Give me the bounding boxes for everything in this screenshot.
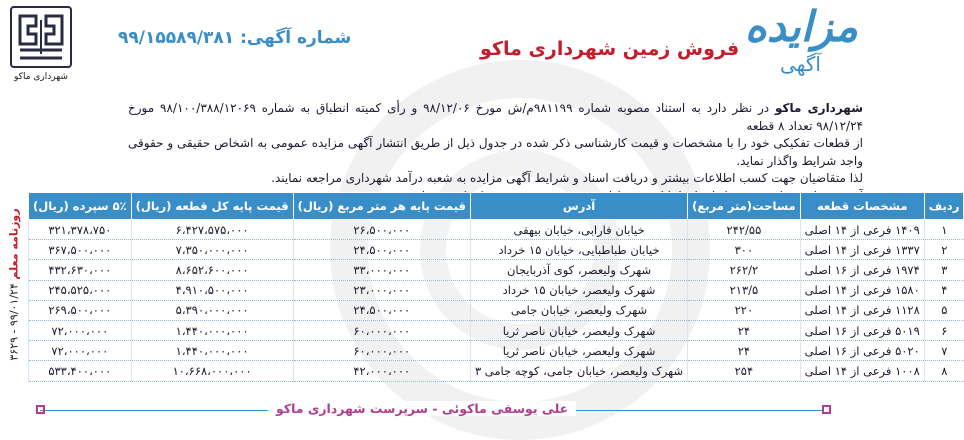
cell-deposit: ۳۶۷،۵۰۰،۰۰۰ [29, 240, 132, 260]
cell-price-per-m2: ۶۰،۰۰۰،۰۰۰ [293, 341, 470, 361]
col-header-total-price: قیمت پایه کل قطعه (ریال) [131, 193, 293, 220]
footer-square-left-icon [36, 405, 45, 414]
cell-address: خیابان طباطبایی، خیابان ۱۵ خرداد [470, 240, 687, 260]
cell-price-per-m2: ۳۳،۰۰۰،۰۰۰ [293, 260, 470, 280]
cell-deposit: ۴۳۲،۶۳۰،۰۰۰ [29, 260, 132, 280]
side-publication-strip [2, 188, 24, 388]
cell-total-price: ۱،۴۴۰،۰۰۰،۰۰۰ [131, 320, 293, 340]
cell-address: شهرک ولیعصر، خیابان ناصر ثریا [470, 320, 687, 340]
cell-price-per-m2: ۲۳،۰۰۰،۰۰۰ [293, 280, 470, 300]
cell-total-price: ۴،۹۱۰،۵۰۰،۰۰۰ [131, 280, 293, 300]
cell-row-no: ۲ [924, 240, 964, 260]
cell-area: ۳۰۰ [688, 240, 801, 260]
cell-address: خیابان فارابی، خیابان بیهقی [470, 220, 687, 240]
cell-price-per-m2: ۲۴،۵۰۰،۰۰۰ [293, 300, 470, 320]
publication-issue: ۹۹/۰۱/۲۴ - ۳۶۲۹ [7, 283, 21, 361]
cell-row-no: ۶ [924, 320, 964, 340]
col-header-deposit: ۵٪ سپرده (ریال) [29, 193, 132, 220]
table-row [29, 280, 964, 300]
publication-name: روزنامه معلم [7, 208, 21, 280]
cell-area: ۲۴ [688, 341, 801, 361]
cell-total-price: ۶،۴۲۷،۵۷۵،۰۰۰ [131, 220, 293, 240]
col-header-price-per-m2: قیمت پایه هر متر مربع (ریال) [293, 193, 470, 220]
intro-line-2: از قطعات تفکیکی خود را با مشخصات و قیمت کارشناسی ذکر شده در جدول ذیل از طریق انتشار آگهی مزایده عمومی به اشخاص حقیقی و حقوقی واجد شرایط واگذار نماید. [128, 136, 863, 168]
municipality-logo [10, 6, 72, 68]
cell-lot-spec: ۱۹۷۴ فرعی از ۱۶ اصلی [800, 260, 924, 280]
page-title: فروش زمین شهرداری ماکو [480, 38, 740, 60]
col-header-lot-spec: مشخصات قطعه [800, 193, 924, 220]
cell-lot-spec: ۱۴۰۹ فرعی از ۱۴ اصلی [800, 220, 924, 240]
table-row [29, 320, 964, 340]
intro-line-1 [128, 100, 863, 135]
intro-line-1-text: در نظر دارد به استناد مصوبه شماره ۹۸۱۱۹۹م/ش مورخ ۹۸/۱۲/۰۶ و رأی کمیته انطباق به شماره ۹۸/۱۰۰/۳۸۸/۱۲۰۶۹ مورخ ۹۸/۱۲/۲۴ تعداد ۸ قطعه [128, 101, 863, 133]
intro-line-3: لذا متقاضیان جهت کسب اطلاعات بیشتر و دریافت اسناد و شرایط آگهی مزایده به شعبه درآمد شهرداری مراجعه نمایند. [271, 171, 863, 185]
cell-row-no: ۸ [924, 361, 964, 381]
cell-row-no: ۷ [924, 341, 964, 361]
table-row [29, 220, 964, 240]
brand-main: مزایده [744, 2, 858, 51]
table-header-row [29, 193, 964, 220]
cell-area: ۲۱۳/۵ [688, 280, 801, 300]
cell-row-no: ۴ [924, 280, 964, 300]
cell-area: ۲۶۲/۲ [688, 260, 801, 280]
cell-area: ۲۴۲/۵۵ [688, 220, 801, 240]
table-row [29, 361, 964, 381]
footer-square-right-icon [822, 405, 831, 414]
col-header-row-no: ردیف [924, 193, 964, 220]
side-publication-text [8, 185, 21, 385]
cell-deposit: ۲۶۹،۵۰۰،۰۰۰ [29, 300, 132, 320]
lots-table [28, 192, 964, 382]
table-row [29, 300, 964, 320]
cell-price-per-m2: ۲۴،۵۰۰،۰۰۰ [293, 240, 470, 260]
cell-address: شهرک ولیعصر، خیابان ناصر ثریا [470, 341, 687, 361]
cell-total-price: ۱،۴۴۰،۰۰۰،۰۰۰ [131, 341, 293, 361]
cell-deposit: ۷۲،۰۰۰،۰۰۰ [29, 341, 132, 361]
cell-row-no: ۵ [924, 300, 964, 320]
cell-deposit: ۵۳۳،۴۰۰،۰۰۰ [29, 361, 132, 381]
col-header-address: آدرس [470, 193, 687, 220]
cell-price-per-m2: ۲۶،۵۰۰،۰۰۰ [293, 220, 470, 240]
cell-address: شهرک ولیعصر، خیابان جامی [470, 300, 687, 320]
brand-sub: آگهی [780, 52, 821, 76]
cell-total-price: ۷،۳۵۰،۰۰۰،۰۰۰ [131, 240, 293, 260]
intro-paragraph [128, 100, 863, 205]
table-row [29, 240, 964, 260]
cell-price-per-m2: ۶۰،۰۰۰،۰۰۰ [293, 320, 470, 340]
cell-deposit: ۳۲۱،۳۷۸،۷۵۰ [29, 220, 132, 240]
cell-total-price: ۸،۶۵۲،۶۰۰،۰۰۰ [131, 260, 293, 280]
signature: علی یوسفی ماکوئی - سرپرست شهرداری ماکو [268, 401, 576, 416]
ad-number: شماره آگهی: ۹۹/۱۵۵۸۹/۳۸۱ [118, 28, 352, 48]
cell-lot-spec: ۱۱۲۸ فرعی از ۱۴ اصلی [800, 300, 924, 320]
cell-lot-spec: ۱۳۳۷ فرعی از ۱۴ اصلی [800, 240, 924, 260]
cell-lot-spec: ۵۰۱۹ فرعی از ۱۶ اصلی [800, 320, 924, 340]
cell-total-price: ۱۰،۶۶۸،۰۰۰،۰۰۰ [131, 361, 293, 381]
cell-deposit: ۲۴۵،۵۲۵،۰۰۰ [29, 280, 132, 300]
cell-total-price: ۵،۳۹۰،۰۰۰،۰۰۰ [131, 300, 293, 320]
logo-caption: شهرداری ماکو [14, 72, 68, 82]
cell-address: شهرک ولیعصر، کوی آذربایجان [470, 260, 687, 280]
col-header-area: مساحت(متر مربع) [688, 193, 801, 220]
cell-price-per-m2: ۴۲،۰۰۰،۰۰۰ [293, 361, 470, 381]
cell-deposit: ۷۲،۰۰۰،۰۰۰ [29, 320, 132, 340]
cell-address: شهرک ولیعصر، خیابان جامی، کوچه جامی ۳ [470, 361, 687, 381]
cell-row-no: ۱ [924, 220, 964, 240]
cell-lot-spec: ۵۰۲۰ فرعی از ۱۶ اصلی [800, 341, 924, 361]
cell-area: ۲۴ [688, 320, 801, 340]
brand-block [728, 2, 868, 82]
cell-area: ۲۲۰ [688, 300, 801, 320]
cell-address: شهرک ولیعصر، خیابان ۱۵ خرداد [470, 280, 687, 300]
table-row [29, 260, 964, 280]
cell-row-no: ۳ [924, 260, 964, 280]
table-body [29, 220, 964, 382]
cell-lot-spec: ۱۰۰۸ فرعی از ۱۴ اصلی [800, 361, 924, 381]
cell-lot-spec: ۱۵۸۰ فرعی از ۱۴ اصلی [800, 280, 924, 300]
cell-area: ۲۵۴ [688, 361, 801, 381]
intro-bold-lead: شهرداری ماکو [775, 101, 864, 115]
table-row [29, 341, 964, 361]
logo-emblem-icon [12, 8, 70, 66]
